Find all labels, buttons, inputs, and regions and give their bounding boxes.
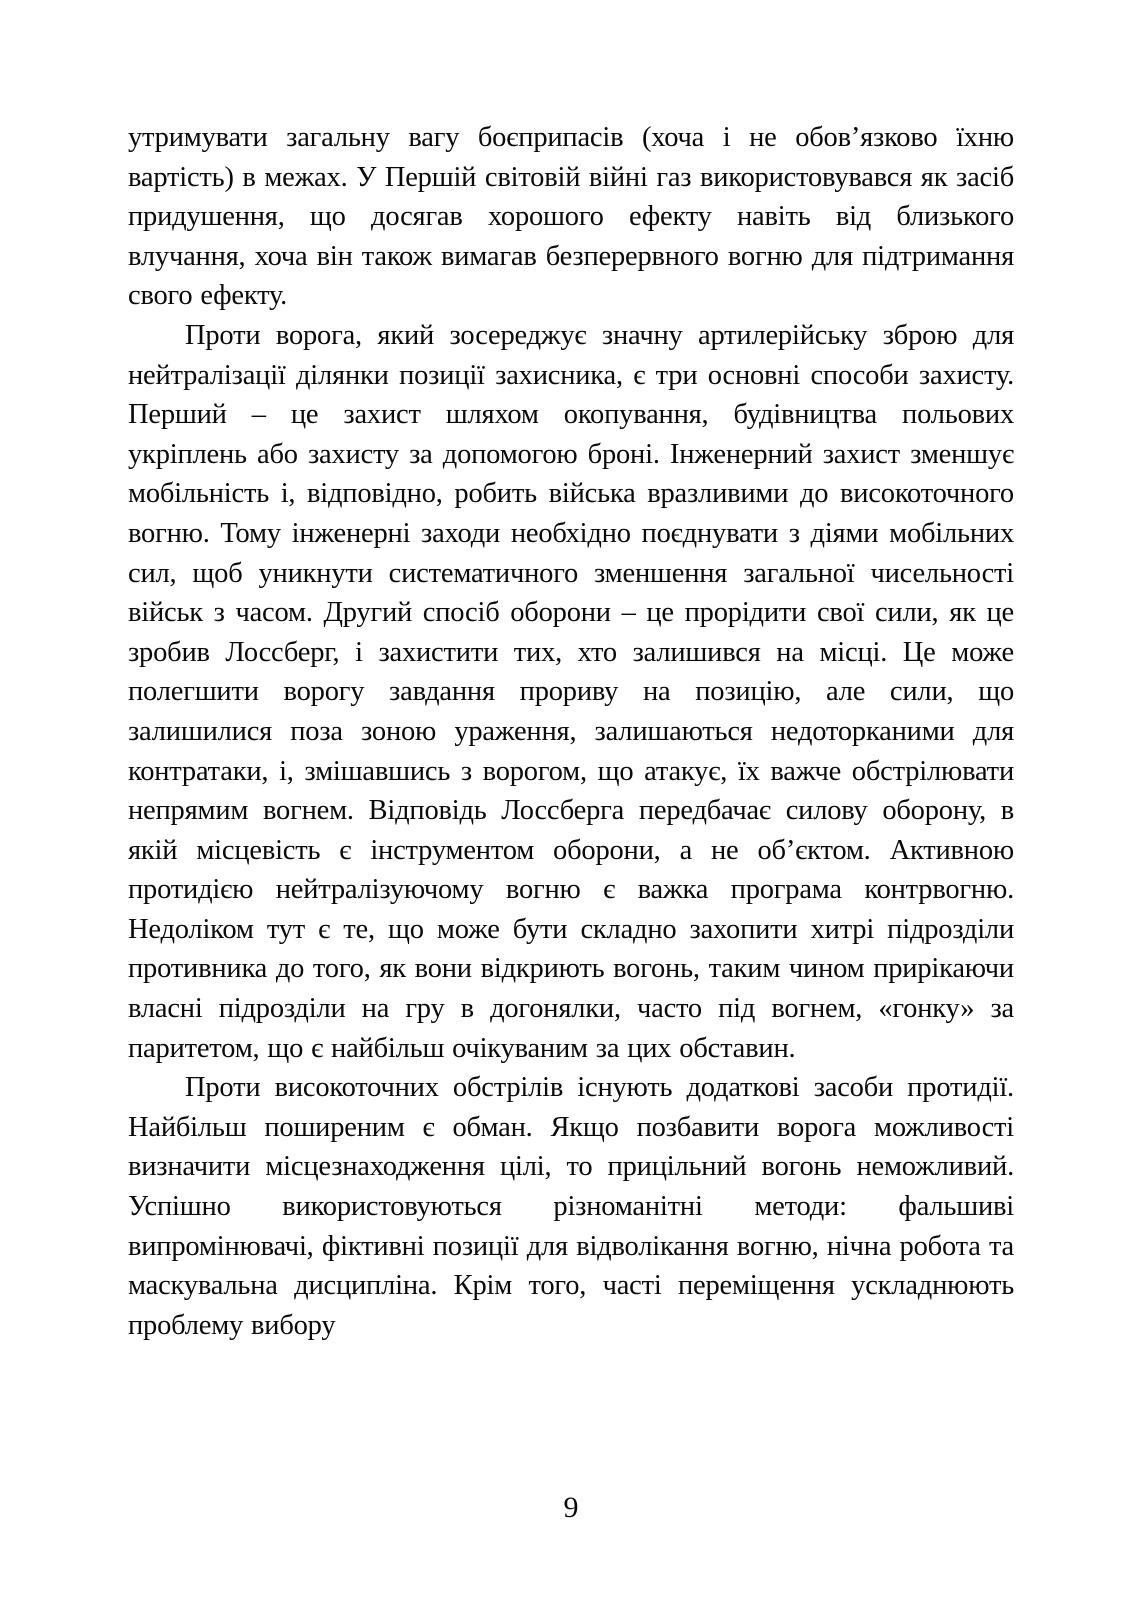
paragraph-defense-methods: Проти ворога, який зосереджує значну артилерійську зброю для нейтралізації ділянки позиції захисника, є три основні способи захисту. Перший – це захист шляхом окопування, будівництва польових укріплень або захисту за допомогою броні. Інженерний захист зменшує мобільність і, відповідно, робить війська вразливими до високоточного вогню. Тому інженерні заходи необхідно поєднувати з діями мобільних сил, щоб уникнути систематичного зменшення загальної чисельності військ з часом. Другий спосіб оборони – це прорідити свої сили, як це зробив Лоссберг, і захистити тих, хто залишився на місці. Це може полегшити ворогу завдання прориву на позицію, але сили, що залишилися поза зоною ураження, залишаються недоторканими для контратаки, і, змішавшись з ворогом, що атакує, їх важче обстрілювати непрямим вогнем. Відповідь Лоссберга передбачає силову оборону, в якій місцевість є інструментом оборони, а не об’єктом. Активною протидією нейтралізуючому вогню є важка програма контрвогню. Недоліком тут є те, що може бути складно захопити хитрі підрозділи противника до того, як вони відкриють вогонь, таким чином прирікаючи власні підрозділи на гру в догонялки, часто під вогнем, «гонку» за паритетом, що є найбільш очікуваним за цих обставин. bbox=[128, 319, 1014, 1064]
paragraph-countermeasures: Проти високоточних обстрілів існують додаткові засоби протидії. Найбільш поширеним є обман. Якщо позбавити ворога можливості визначити місцезнаходження цілі, то прицільний вогонь неможливий. Успішно використовуються різноманітні методи: фальшиві випромінювачі, фіктивні позиції для відволікання вогню, нічна робота та маскувальна дисципліна. Крім того, часті переміщення ускладнюють проблему вибору bbox=[128, 1072, 1014, 1341]
body-text bbox=[128, 118, 1014, 1345]
page-number: 9 bbox=[563, 1491, 579, 1524]
paragraph-continuation: утримувати загальну вагу боєприпасів (хоча і не обов’язково їхню вартість) в межах. У Першій світовій війні газ використовувався як засіб придушення, що досягав хорошого ефекту навіть від близького влучання, хоча він також вимагав безперервного вогню для підтримання свого ефекту. bbox=[128, 122, 1014, 312]
